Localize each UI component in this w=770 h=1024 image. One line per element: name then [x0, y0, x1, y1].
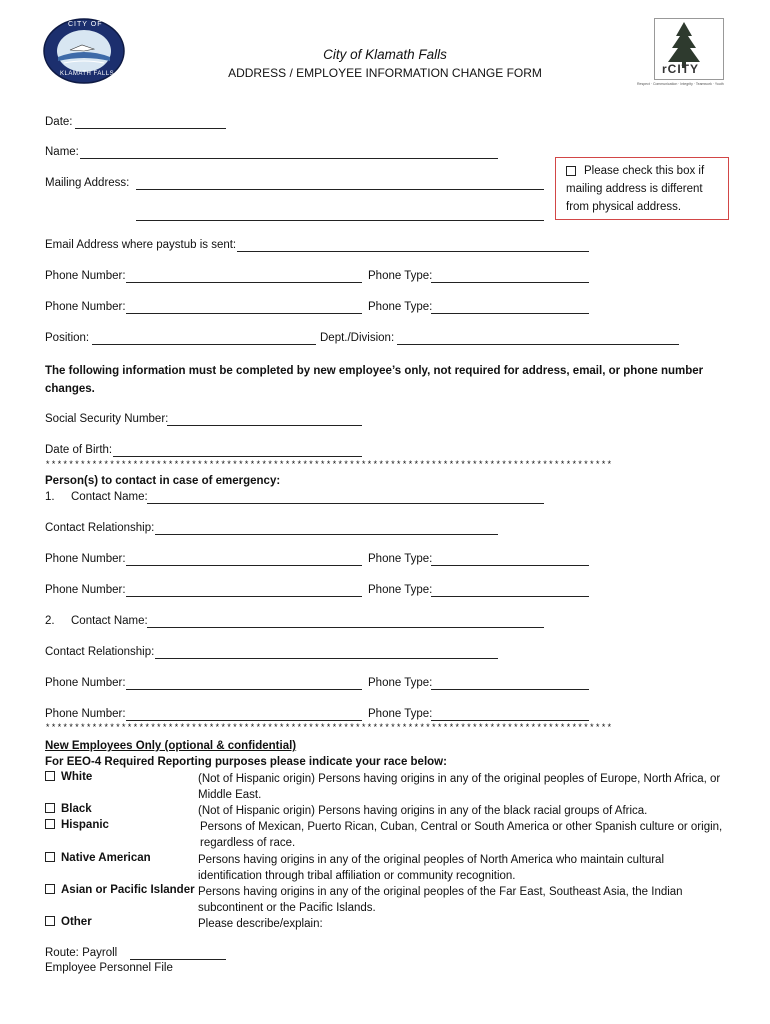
race-checkbox[interactable] — [45, 884, 55, 894]
route-field[interactable] — [130, 959, 226, 960]
phone-number-label: Phone Number: — [45, 708, 126, 720]
race-description: Persons having origins in any of the original peoples of North America who maintain cultural identification through tribal affiliation or community recognition. — [198, 854, 665, 882]
phone-type-label: Phone Type: — [368, 584, 433, 596]
ssn-field[interactable] — [167, 425, 362, 426]
contact-2-name-field[interactable] — [147, 627, 544, 628]
race-description: Persons of Mexican, Puerto Rican, Cuban, Central or South America or other Spanish culture or origin, regardless of race. — [200, 821, 723, 849]
position-field[interactable] — [92, 344, 316, 345]
race-checkbox[interactable] — [45, 819, 55, 829]
contact-2-number: 2. — [45, 615, 55, 627]
race-label: White — [61, 771, 93, 783]
race-checkbox[interactable] — [45, 852, 55, 862]
phone-number-field[interactable] — [126, 313, 362, 314]
contact-relationship-label: Contact Relationship: — [45, 522, 155, 534]
contact-name-label: Contact Name: — [71, 491, 148, 503]
ssn-label: Social Security Number: — [45, 413, 169, 425]
race-label: Hispanic — [61, 819, 109, 831]
contact-1-phone-type-field-2[interactable] — [431, 596, 589, 597]
phone-number-field[interactable] — [126, 282, 362, 283]
page-title: City of Klamath Falls — [323, 47, 447, 62]
mailing-address-field-1[interactable] — [136, 189, 544, 190]
phone-type-field[interactable] — [431, 313, 589, 314]
contact-name-label: Contact Name: — [71, 615, 148, 627]
phone-number-label: Phone Number: — [45, 584, 126, 596]
mailing-checkbox-note: Please check this box if mailing address is different from physical address. — [566, 165, 705, 213]
position-label: Position: — [45, 332, 90, 344]
phone-type-label: Phone Type: — [368, 270, 433, 282]
seal-text-bottom: KLAMATH FALLS — [60, 71, 115, 77]
race-label: Black — [61, 803, 92, 815]
phone-type-label: Phone Type: — [368, 301, 433, 313]
contact-1-phone-field[interactable] — [126, 565, 362, 566]
mailing-address-label: Mailing Address: — [45, 177, 130, 189]
race-description: (Not of Hispanic origin) Persons having origins in any of the black racial groups of Africa. — [198, 805, 648, 817]
name-label: Name: — [45, 146, 79, 158]
separator-stars: ************************************************************************************************* — [45, 723, 613, 733]
contact-1-phone-type-field[interactable] — [431, 565, 589, 566]
phone-type-label: Phone Type: — [368, 677, 433, 689]
contact-1-relationship-field[interactable] — [155, 534, 498, 535]
phone-type-field[interactable] — [431, 282, 589, 283]
email-label: Email Address where paystub is sent: — [45, 239, 237, 251]
phone-number-label: Phone Number: — [45, 270, 126, 282]
race-description: Please describe/explain: — [198, 918, 323, 930]
contact-relationship-label: Contact Relationship: — [45, 646, 155, 658]
race-checkbox[interactable] — [45, 916, 55, 926]
new-employee-notice: The following information must be completed by new employee’s only, not required for address, email, or phone number changes. — [45, 365, 704, 395]
name-field[interactable] — [80, 158, 498, 159]
phone-type-label: Phone Type: — [368, 708, 433, 720]
date-label: Date: — [45, 116, 73, 128]
phone-type-label: Phone Type: — [368, 553, 433, 565]
mailing-address-field-2[interactable] — [136, 220, 544, 221]
race-label: Native American — [61, 852, 151, 864]
contact-1-number: 1. — [45, 491, 55, 503]
race-description: (Not of Hispanic origin) Persons having origins in any of the original peoples of Europe, North Africa, or Middle East. — [198, 773, 721, 801]
dob-field[interactable] — [113, 456, 362, 457]
phone-number-label: Phone Number: — [45, 553, 126, 565]
personnel-file-label: Employee Personnel File — [45, 962, 173, 974]
eeo-heading: New Employees Only (optional & confidential) — [45, 740, 297, 752]
eeo-subheading: For EEO-4 Required Reporting purposes please indicate your race below: — [45, 756, 447, 768]
contact-2-relationship-field[interactable] — [155, 658, 498, 659]
rcity-tagline: Respect · Communication · Integrity · Teamwork · Youth — [637, 82, 724, 86]
race-checkbox[interactable] — [45, 771, 55, 781]
contact-2-phone-field[interactable] — [126, 689, 362, 690]
emergency-heading: Person(s) to contact in case of emergency: — [45, 475, 281, 487]
email-field[interactable] — [237, 251, 589, 252]
phone-number-label: Phone Number: — [45, 301, 126, 313]
seal-text-top: CITY OF — [68, 21, 103, 28]
date-field[interactable] — [75, 128, 226, 129]
race-checkbox[interactable] — [45, 803, 55, 813]
race-description: Persons having origins in any of the original peoples of the Far East, Southeast Asia, the Indian subcontinent or the Pacific Islands. — [198, 886, 683, 914]
mailing-checkbox-panel — [555, 157, 729, 220]
race-label: Other — [61, 916, 92, 928]
separator-stars: ************************************************************************************************* — [45, 460, 613, 470]
contact-2-phone-field-2[interactable] — [126, 720, 362, 721]
dob-label: Date of Birth: — [45, 444, 113, 456]
dept-field[interactable] — [397, 344, 679, 345]
dept-label: Dept./Division: — [320, 332, 395, 344]
race-label: Asian or Pacific Islander — [61, 884, 195, 896]
route-label: Route: Payroll — [45, 947, 118, 959]
page-subtitle: ADDRESS / EMPLOYEE INFORMATION CHANGE FORM — [228, 66, 542, 80]
contact-1-name-field[interactable] — [147, 503, 544, 504]
contact-2-phone-type-field-2[interactable] — [431, 720, 589, 721]
contact-2-phone-type-field[interactable] — [431, 689, 589, 690]
contact-1-phone-field-2[interactable] — [126, 596, 362, 597]
phone-number-label: Phone Number: — [45, 677, 126, 689]
rcity-logo-text: rCITY — [662, 62, 700, 76]
